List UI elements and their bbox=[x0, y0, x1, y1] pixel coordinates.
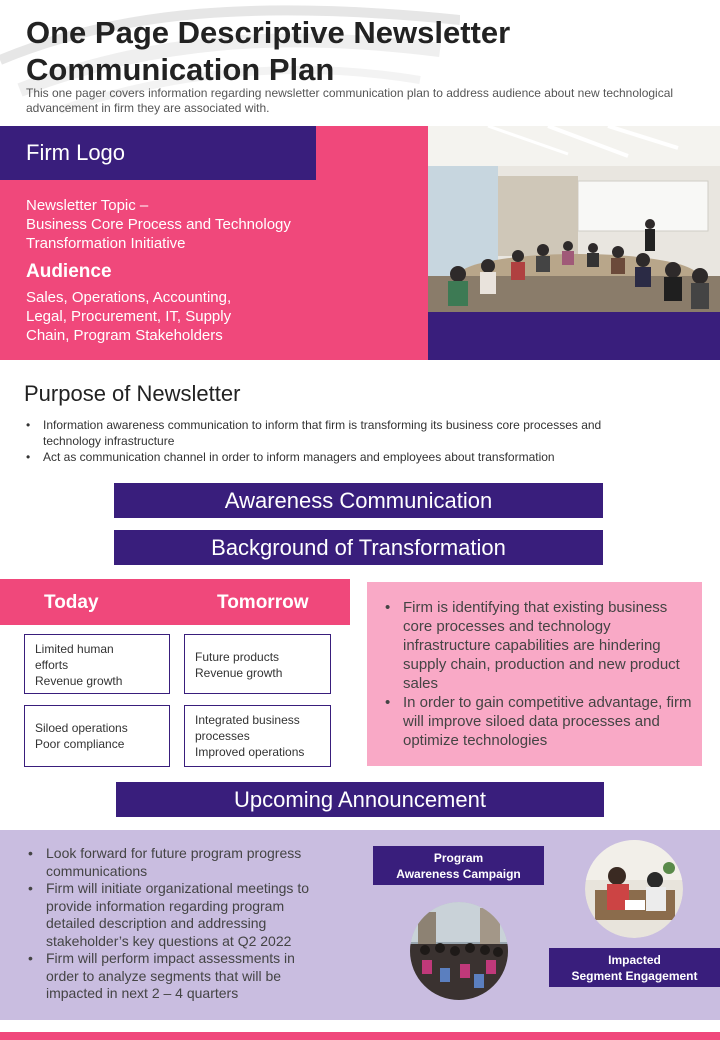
box-line: Future products bbox=[195, 650, 280, 664]
box-line: Integrated business bbox=[195, 713, 300, 727]
upcoming-announcement-band: Upcoming Announcement bbox=[116, 782, 604, 817]
today-box bbox=[24, 634, 170, 694]
box-line: Siloed operations bbox=[35, 721, 128, 735]
office-photo-circle bbox=[585, 840, 683, 938]
program-awareness-label bbox=[373, 846, 544, 885]
meeting-room-photo bbox=[428, 126, 720, 312]
box-line: efforts bbox=[35, 658, 69, 672]
background-transformation-band: Background of Transformation bbox=[114, 530, 603, 565]
page-subtitle: This one pager covers information regarding newsletter communication plan to address audience about new technological advancement in firm they are associated with. bbox=[26, 86, 674, 115]
upcoming-item: • Look forward for future program progress communications bbox=[28, 845, 328, 880]
box-line: Poor compliance bbox=[35, 737, 125, 751]
upcoming-list bbox=[28, 845, 328, 1003]
box-line: Revenue growth bbox=[35, 674, 123, 688]
tomorrow-label: Tomorrow bbox=[217, 592, 309, 613]
upcoming-item: • Firm will initiate organizational meetings to provide information regarding program detailed description and addressing stakeholder’s key questions at Q2 2022 bbox=[28, 880, 328, 950]
box-line: Limited human bbox=[35, 642, 114, 656]
box-line: Revenue growth bbox=[195, 666, 283, 680]
purpose-heading: Purpose of Newsletter bbox=[24, 381, 241, 406]
topic-line: Business Core Process and Technology bbox=[26, 216, 291, 233]
audience-line: Legal, Procurement, IT, Supply bbox=[26, 308, 232, 325]
photo-accent-bar bbox=[428, 312, 720, 360]
label-line: Program bbox=[433, 851, 484, 865]
awareness-communication-band: Awareness Communication bbox=[114, 483, 603, 518]
purpose-item: • Information awareness communication to inform that firm is transforming its business core processes and technology infrastructure bbox=[26, 417, 646, 449]
label-line: Awareness Campaign bbox=[396, 867, 521, 881]
tomorrow-box bbox=[184, 634, 331, 694]
purpose-list bbox=[26, 417, 646, 465]
crowd-photo-circle bbox=[410, 902, 508, 1000]
transformation-details-list bbox=[385, 598, 695, 750]
details-item: • Firm is identifying that existing business core processes and technology infrastructure capabilities are hindering supply chain, production and new product sales bbox=[385, 598, 695, 693]
firm-logo-label: Firm Logo bbox=[26, 140, 126, 165]
topic-line: Transformation Initiative bbox=[26, 235, 186, 252]
today-label: Today bbox=[44, 592, 99, 613]
box-line: Improved operations bbox=[195, 745, 305, 759]
details-item: • In order to gain competitive advantage, firm will improve siloed data processes and optimize technologies bbox=[385, 693, 695, 750]
today-box bbox=[24, 705, 170, 767]
label-line: Segment Engagement bbox=[571, 969, 698, 983]
newsletter-topic bbox=[26, 196, 326, 253]
topic-line: Newsletter Topic – bbox=[26, 197, 149, 214]
footer-accent-bar bbox=[0, 1032, 720, 1040]
audience-line: Chain, Program Stakeholders bbox=[26, 327, 223, 344]
page-title: One Page Descriptive Newsletter Communication Plan bbox=[26, 15, 511, 87]
purpose-item: • Act as communication channel in order to inform managers and employees about transformation bbox=[26, 449, 646, 465]
audience-line: Sales, Operations, Accounting, bbox=[26, 289, 232, 306]
impacted-segment-label bbox=[549, 948, 720, 987]
upcoming-item: • Firm will perform impact assessments in order to analyze segments that will be impacted in next 2 – 4 quarters bbox=[28, 950, 328, 1003]
audience-heading: Audience bbox=[26, 261, 112, 282]
label-line: Impacted bbox=[608, 953, 661, 967]
audience-list bbox=[26, 288, 306, 345]
tomorrow-box bbox=[184, 705, 331, 767]
box-line: processes bbox=[195, 729, 250, 743]
